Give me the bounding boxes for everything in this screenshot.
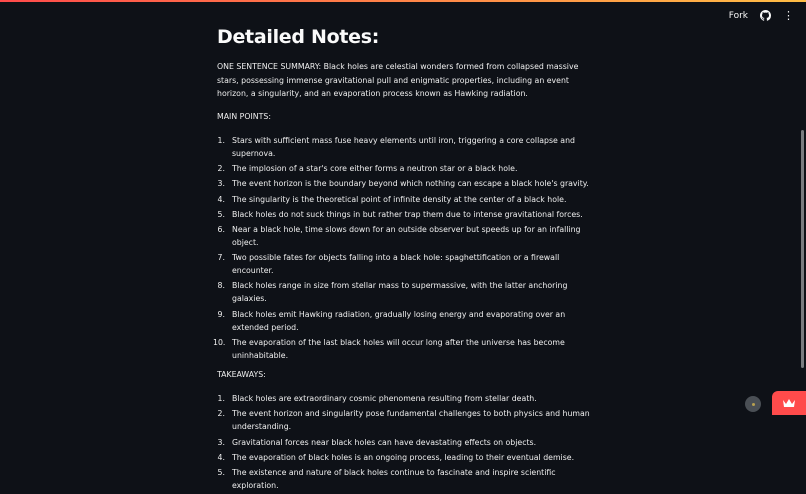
- list-number: 10.: [213, 336, 228, 349]
- list-number: 9.: [213, 308, 228, 321]
- list-text: Stars with sufficient mass fuse heavy elements until iron, triggering a core collapse and supernova.: [232, 136, 575, 158]
- list-number: 3.: [213, 436, 228, 449]
- list-number: 2.: [213, 162, 228, 175]
- list-item: [217, 392, 597, 405]
- list-number: 4.: [213, 193, 228, 206]
- status-dot-icon: [752, 403, 755, 406]
- list-item: [217, 336, 597, 362]
- list-item: [217, 466, 597, 492]
- list-item: [217, 451, 597, 464]
- list-item: [217, 436, 597, 449]
- list-text: The evaporation of the last black holes will occur long after the universe has become uninhabitable.: [232, 338, 565, 360]
- list-number: 3.: [213, 177, 228, 190]
- list-text: Gravitational forces near black holes can have devastating effects on objects.: [232, 438, 536, 447]
- kebab-menu-icon[interactable]: ⋮: [783, 10, 794, 21]
- deploy-button[interactable]: [772, 391, 806, 415]
- main-content: [217, 26, 597, 494]
- list-item: [217, 279, 597, 305]
- list-number: 1.: [213, 134, 228, 147]
- list-item: [217, 308, 597, 334]
- list-text: The singularity is the theoretical point of infinite density at the center of a black hole.: [232, 195, 566, 204]
- scrollbar-thumb[interactable]: [801, 130, 804, 368]
- takeaways-label: TAKEAWAYS:: [217, 368, 597, 382]
- takeaways-list: [217, 392, 597, 492]
- list-number: 2.: [213, 407, 228, 420]
- list-item: [217, 177, 597, 190]
- summary-text: ONE SENTENCE SUMMARY: Black holes are celestial wonders formed from collapsed massive stars, possessing immense gravitational pull and enigmatic properties, including an event horizon, a singularity, and an evaporation process known as Hawking radiation.: [217, 60, 597, 101]
- app-header: [729, 10, 794, 21]
- list-number: 1.: [213, 392, 228, 405]
- fork-button[interactable]: Fork: [729, 11, 748, 21]
- list-item: [217, 251, 597, 277]
- github-icon[interactable]: [760, 10, 771, 21]
- page-title: Detailed Notes:: [217, 26, 597, 48]
- list-text: The event horizon is the boundary beyond which nothing can escape a black hole's gravity.: [232, 179, 589, 188]
- list-item: [217, 223, 597, 249]
- list-number: 5.: [213, 208, 228, 221]
- list-item: [217, 407, 597, 433]
- list-text: Black holes range in size from stellar mass to supermassive, with the latter anchoring galaxies.: [232, 281, 567, 303]
- main-points-list: [217, 134, 597, 362]
- list-number: 7.: [213, 251, 228, 264]
- list-item: [217, 193, 597, 206]
- crown-icon: [782, 398, 796, 408]
- list-text: Near a black hole, time slows down for an outside observer but speeds up for an infalling object.: [232, 225, 580, 247]
- list-text: The existence and nature of black holes continue to fascinate and inspire scientific exploration.: [232, 468, 556, 490]
- main-points-label: MAIN POINTS:: [217, 110, 597, 124]
- top-decoration-bar: [0, 0, 806, 2]
- list-number: 4.: [213, 451, 228, 464]
- list-text: Black holes do not suck things in but rather trap them due to intense gravitational forces.: [232, 210, 583, 219]
- list-text: The evaporation of black holes is an ongoing process, leading to their eventual demise.: [232, 453, 574, 462]
- list-item: [217, 162, 597, 175]
- list-text: Two possible fates for objects falling into a black hole: spaghettification or a firewall encounter.: [232, 253, 559, 275]
- list-text: Black holes emit Hawking radiation, gradually losing energy and evaporating over an extended period.: [232, 310, 565, 332]
- list-text: Black holes are extraordinary cosmic phenomena resulting from stellar death.: [232, 394, 537, 403]
- list-item: [217, 134, 597, 160]
- status-indicator-button[interactable]: [745, 396, 761, 412]
- list-number: 8.: [213, 279, 228, 292]
- list-text: The implosion of a star's core either forms a neutron star or a black hole.: [232, 164, 517, 173]
- list-number: 6.: [213, 223, 228, 236]
- list-number: 5.: [213, 466, 228, 479]
- list-text: The event horizon and singularity pose fundamental challenges to both physics and human understanding.: [232, 409, 590, 431]
- list-item: [217, 208, 597, 221]
